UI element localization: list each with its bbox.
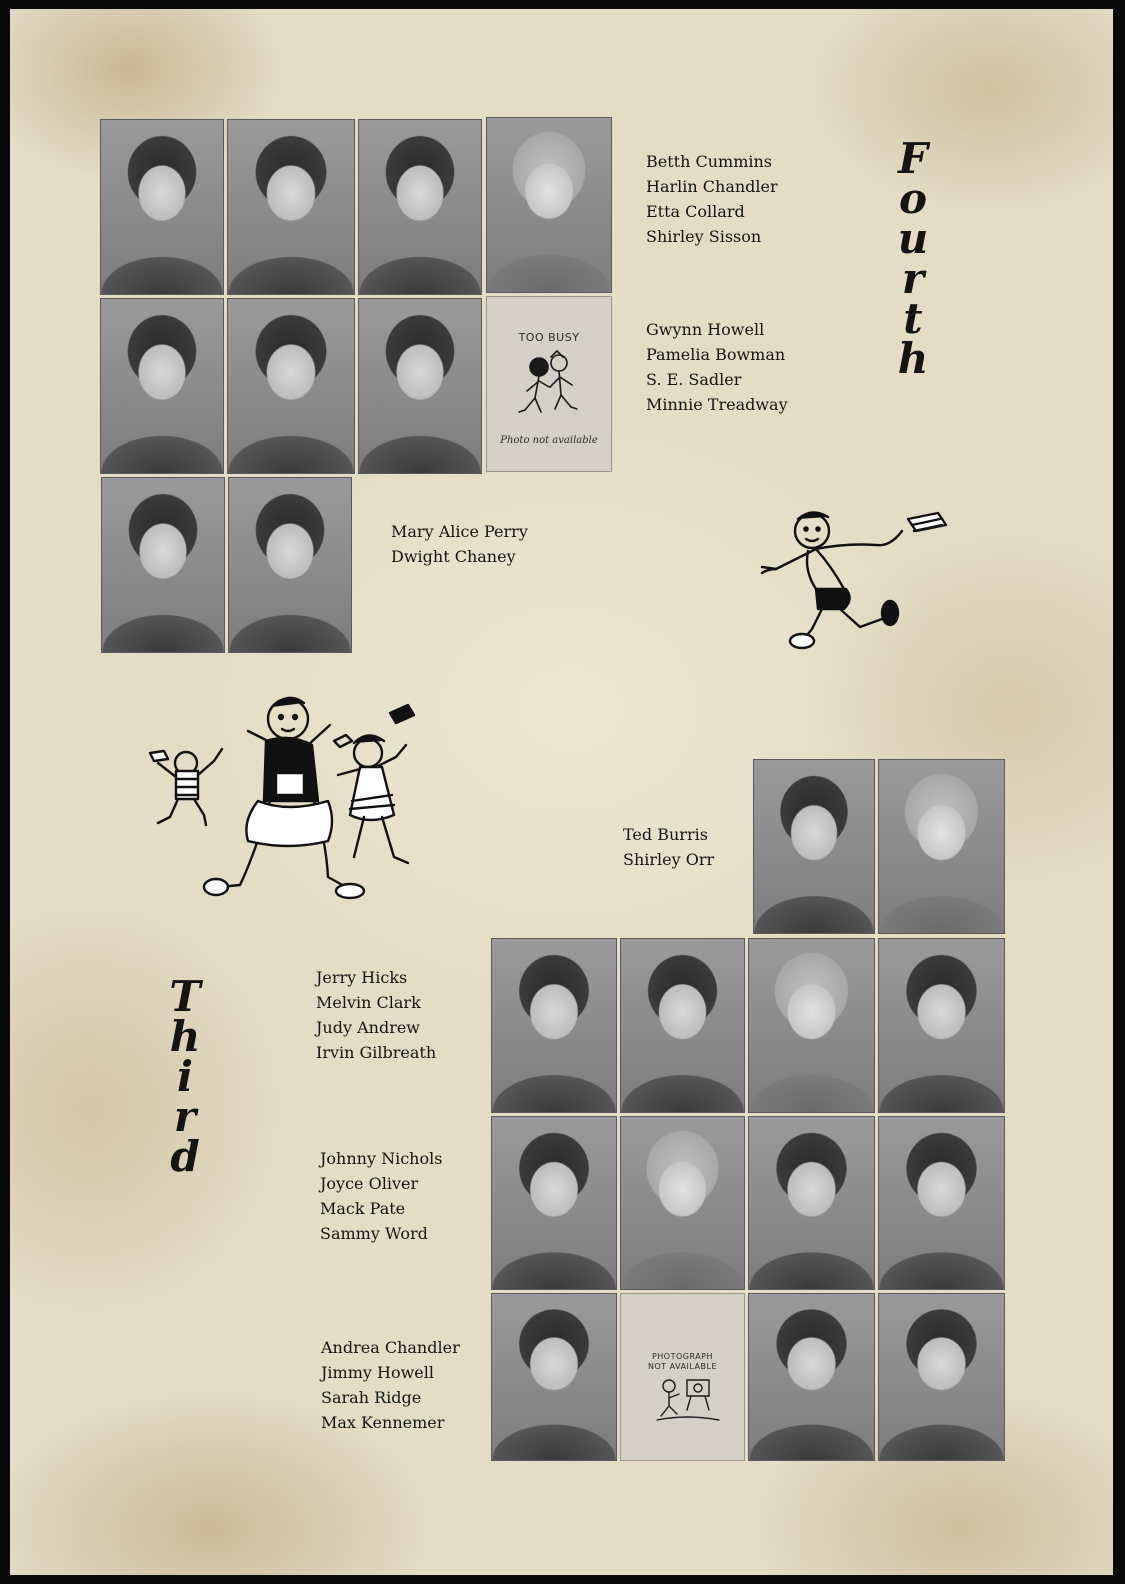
student-name: Gwynn Howell: [646, 320, 765, 339]
title-letter: i: [177, 1052, 193, 1101]
student-photo-mary-alice-perry: [101, 477, 225, 653]
student-photo-ted-burris: [753, 759, 875, 934]
title-letter: o: [898, 174, 927, 223]
student-name: S. E. Sadler: [646, 370, 742, 389]
student-photo-etta-collard: [358, 119, 482, 295]
student-photo-andrea-chandler: [491, 1293, 617, 1461]
student-photo-judy-andrew: [748, 938, 875, 1113]
title-letter: d: [170, 1132, 200, 1181]
photograph-not-available-placeholder: [620, 1293, 745, 1461]
student-name: Judy Andrew: [316, 1018, 420, 1037]
too-busy-caption: TOO BUSY: [518, 331, 580, 344]
student-photo-irvin-gilbreath: [878, 938, 1005, 1113]
yearbook-page: [10, 9, 1113, 1575]
student-name: Andrea Chandler: [321, 1338, 460, 1357]
student-name: Melvin Clark: [316, 993, 421, 1012]
photographer-cartoon-icon: [621, 1294, 746, 1462]
student-photo-s-e-sadler: [358, 298, 482, 474]
student-name: Jerry Hicks: [316, 968, 408, 987]
running-boy-cartoon-icon: [746, 505, 966, 665]
title-letter: r: [173, 1092, 197, 1141]
student-photo-max-kennemer: [878, 1293, 1005, 1461]
student-photo-gwynn-howell: [100, 298, 224, 474]
student-name: Dwight Chaney: [391, 547, 516, 566]
student-name: Sammy Word: [320, 1224, 428, 1243]
student-name: Betth Cummins: [646, 152, 772, 171]
student-name: Mack Pate: [320, 1199, 406, 1218]
student-photo-sammy-word: [878, 1116, 1005, 1290]
student-photo-mack-pate: [748, 1116, 875, 1290]
third-row-3-names: [320, 1146, 442, 1246]
not-available-caption-line2: NOT AVAILABLE: [647, 1362, 718, 1371]
student-photo-joyce-oliver: [620, 1116, 745, 1290]
student-photo-sarah-ridge: [748, 1293, 875, 1461]
running-children-cartoon-icon: [138, 681, 428, 921]
too-busy-cartoon-icon: [487, 297, 613, 473]
third-row-2-names: [316, 965, 436, 1065]
student-name: Irvin Gilbreath: [316, 1043, 437, 1062]
not-available-caption-line1: PHOTOGRAPH: [651, 1352, 714, 1361]
student-name: Shirley Orr: [623, 850, 715, 869]
title-letter: T: [169, 972, 201, 1021]
title-letter: h: [897, 334, 929, 383]
third-row-4-names: [321, 1335, 460, 1435]
title-letter: F: [898, 134, 928, 183]
title-letter: t: [903, 294, 923, 343]
photo-not-available-note: Photo not available: [500, 435, 598, 446]
student-name: Johnny Nichols: [320, 1149, 443, 1168]
student-photo-jerry-hicks: [491, 938, 617, 1113]
student-name: Joyce Oliver: [320, 1174, 419, 1193]
student-name: Jimmy Howell: [321, 1363, 434, 1382]
fourth-row-1-names: [646, 149, 778, 249]
student-photo-betth-cummins: [100, 119, 224, 295]
student-photo-shirley-orr: [878, 759, 1005, 934]
fourth-grade-title: [888, 134, 938, 383]
title-letter: r: [901, 254, 925, 303]
student-name: Ted Burris: [623, 825, 708, 844]
title-letter: u: [897, 214, 929, 263]
third-grade-title: [160, 972, 210, 1181]
student-name: Pamelia Bowman: [646, 345, 786, 364]
student-name: Shirley Sisson: [646, 227, 762, 246]
student-photo-harlin-chandler: [227, 119, 355, 295]
student-name: Sarah Ridge: [321, 1388, 422, 1407]
student-name: Harlin Chandler: [646, 177, 778, 196]
student-photo-pamelia-bowman: [227, 298, 355, 474]
student-name: Etta Collard: [646, 202, 745, 221]
fourth-row-2-names: [646, 317, 788, 417]
student-photo-shirley-sisson: [486, 117, 612, 293]
student-name: Mary Alice Perry: [391, 522, 528, 541]
student-name: Max Kennemer: [321, 1413, 445, 1432]
third-row-1-names: [623, 822, 714, 872]
student-photo-johnny-nichols: [491, 1116, 617, 1290]
student-photo-dwight-chaney: [228, 477, 352, 653]
fourth-row-3-names: [391, 519, 528, 569]
title-letter: h: [169, 1012, 201, 1061]
photo-not-available-placeholder: [486, 296, 612, 472]
student-name: Minnie Treadway: [646, 395, 788, 414]
student-photo-melvin-clark: [620, 938, 745, 1113]
